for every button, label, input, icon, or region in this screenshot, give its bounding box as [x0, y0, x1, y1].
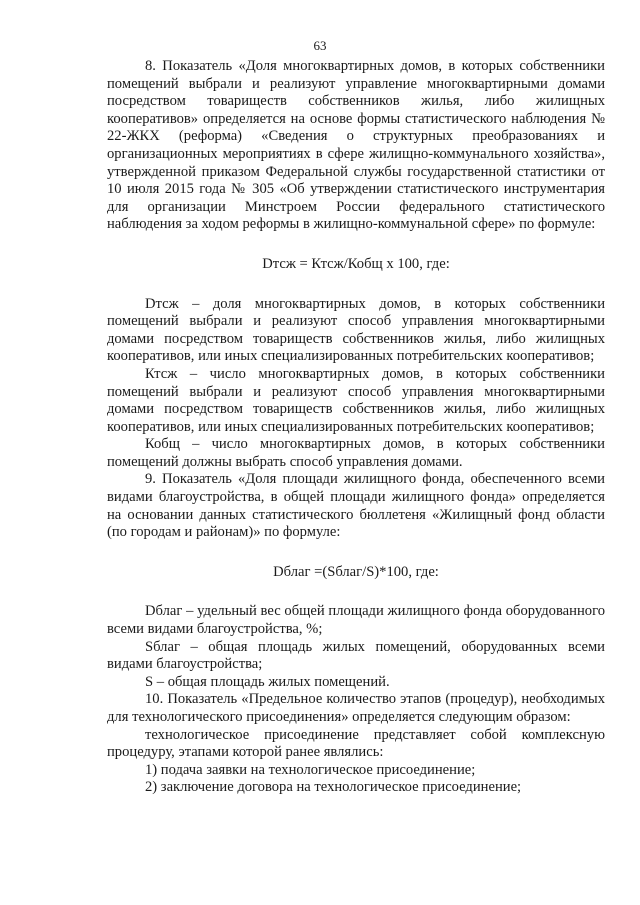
definition-sblag: Sблаг – общая площадь жилых помещений, оборудованных всеми видами благоустройства; — [107, 638, 605, 673]
list-item-1: 1) подача заявки на технологическое присоединение; — [145, 761, 476, 778]
paragraph-procedure-intro: технологическое присоединение представляет собой комплексную процедуру, этапами которой ранее являлись: — [107, 726, 605, 761]
document-body — [107, 58, 605, 797]
page-number: 63 — [313, 38, 327, 53]
paragraph-indicator-10: 10. Показатель «Предельное количество этапов (процедур), необходимых для технологического присоединения» определяется следующим образом: — [107, 691, 605, 725]
definition-ktszh: Ктсж – число многоквартирных домов, в которых собственники помещений выбрали и реализуют способ управления многоквартирными домами посредством товариществ собственников жилья, либо жилищных кооперативов, или иных специализированных потребительских кооперативов; — [107, 365, 605, 435]
list-item-2: 2) заключение договора на технологическое присоединение; — [145, 779, 522, 796]
definition-dtszh: Dтсж – доля многоквартирных домов, в которых собственники помещений выбрали и реализуют способ управления многоквартирными домами посредством товариществ собственников жилья, либо жилищных кооперативов, или иных специализированных потребительских кооперативов; — [107, 295, 605, 365]
formula-dtszh: Dтсж = Ктсж/Кобщ х 100, где: — [262, 255, 450, 272]
definition-kobshch: Кобщ – число многоквартирных домов, в которых собственники помещений должны выбрать способ управления домами. — [107, 436, 605, 470]
definition-s: S – общая площадь жилых помещений. — [145, 673, 390, 690]
formula-dblag: Dблаг =(Sблаг/S)*100, где: — [273, 563, 439, 580]
definition-dblag: Dблаг – удельный вес общей площади жилищного фонда оборудованного всеми видами благоустройства, %; — [107, 603, 605, 638]
paragraph-indicator-8: 8. Показатель «Доля многоквартирных домов, в которых собственники помещений выбрали и реализуют управление многоквартирными домами посредством товариществ собственников жилья, либо жилищных кооперативов» определяется на основе формы статистического наблюдения № 22-ЖКХ (реформа) «Сведения о структурных преобразованиях и организационных мероприятиях в сфере жилищно-коммунального хозяйства», утвержденной приказом Федеральной службы государственной статистики от 10 июля 2015 года № 305 «Об утверждении статистического инструментария для организации Минстроем России федерального статистического наблюдения за ходом реформы в жилищно-коммунальной сфере» по формуле: — [107, 58, 605, 233]
paragraph-indicator-9: 9. Показатель «Доля площади жилищного фонда, обеспеченного всеми видами благоустройства, в общей площади жилищного фонда» определяется на основании данных статистического бюллетеня «Жилищный фонд области (по городам и районам)» по формуле: — [107, 471, 605, 541]
